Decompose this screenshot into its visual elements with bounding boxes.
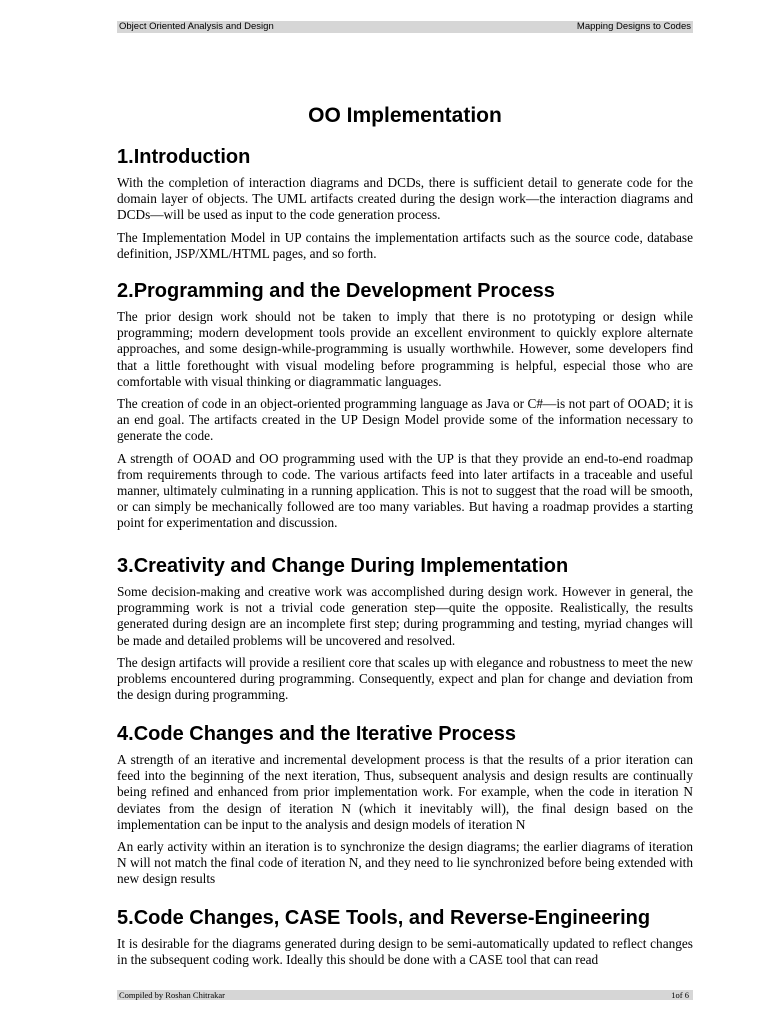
header-chapter-title: Mapping Designs to Codes [576, 21, 691, 32]
page-number: 1of 6 [671, 990, 689, 1000]
section-iterative-process [117, 721, 693, 894]
paragraph: Some decision-making and creative work was accomplished during design work. However in general, the programming work is not a trivial code generation step—quite the opposite. Realistically, the results generated during design are an incomplete first step; during programming and testing, myriad changes will be made and detailed problems will be uncovered and resolved. [117, 584, 693, 648]
page-title: OO Implementation [308, 104, 502, 127]
section-programming-process [117, 278, 693, 538]
paragraph: An early activity within an iteration is to synchronize the design diagrams; the earlier diagrams of iteration N will not match the final code of iteration N, and they need to lie synchronized before being extended with new design results [117, 839, 693, 887]
paragraph: With the completion of interaction diagrams and DCDs, there is sufficient detail to generate code for the domain layer of objects. The UML artifacts created during the design work—the interaction diagrams and DCDs—will be used as input to the code generation process. [117, 175, 693, 223]
running-header [117, 21, 693, 33]
section-heading [117, 553, 693, 579]
section-number: 1. [117, 146, 134, 168]
paragraph: The prior design work should not be taken to imply that there is no prototyping or design while programming; modern development tools provide an excellent environment to quickly explore alternate approaches, and some design-while-programming is usually worthwhile. However, some developers find that a little forethought with visual modeling before programming is helpful, especial those who are comfortable with visual thinking or diagrammatic languages. [117, 309, 693, 389]
section-number: 3. [117, 555, 134, 577]
paragraph: A strength of an iterative and incremental development process is that the results of a prior iteration can feed into the beginning of the next iteration, Thus, subsequent analysis and design results are continually being refined and enhanced from prior implementation work. For example, when the code in iteration N deviates from the design of iteration N (which it inevitably will), the final design based on the implementation can be input to the analysis and design models of iteration N [117, 752, 693, 832]
footer-author: Compiled by Roshan Chitrakar [119, 990, 226, 1000]
paragraph: The design artifacts will provide a resilient core that scales up with elegance and robustness to meet the new problems encountered during programming. Consequently, expect and plan for change and deviation from the design during programming. [117, 654, 694, 703]
section-case-tools [117, 905, 693, 974]
header-course-title: Object Oriented Analysis and Design [119, 21, 274, 32]
section-heading [117, 278, 693, 304]
paragraph: A strength of OOAD and OO programming used with the UP is that they provide an end-to-end roadmap from requirements through to code. The various artifacts feed into later artifacts in a traceable and useful manner, ultimately culminating in a running application. This is not to suggest that the road will be smooth, or can simply be mechanically followed are too many variables. But having a roadmap provides a starting point for experimentation and discussion. [117, 450, 693, 531]
section-introduction [117, 144, 693, 268]
section-number: 2. [117, 280, 134, 302]
paragraph: The creation of code in an object-oriented programming language as Java or C#—is not part of OOAD; it is an end goal. The artifacts created in the UP Design Model provide some of the information necessary to generate the code. [117, 396, 693, 444]
section-creativity-change [117, 553, 693, 709]
section-heading [117, 144, 693, 170]
paragraph: It is desirable for the diagrams generated during design to be semi-automatically updated to reflect changes in the subsequent coding work. Ideally this should be done with a CASE tool that can read [117, 936, 693, 968]
section-heading [117, 905, 693, 931]
section-heading-text: Code Changes, CASE Tools, and Reverse-Engineering [133, 907, 651, 929]
running-footer [117, 990, 693, 1000]
section-heading [117, 721, 693, 747]
paragraph: The Implementation Model in UP contains the implementation artifacts such as the source code, database definition, JSP/XML/HTML pages, and so forth. [117, 229, 693, 261]
section-heading-text: Introduction [133, 146, 251, 168]
section-heading-text: Code Changes and the Iterative Process [133, 723, 517, 745]
section-number: 4. [117, 723, 134, 745]
section-heading-text: Creativity and Change During Implementation [133, 555, 569, 577]
section-heading-text: Programming and the Development Process [133, 280, 555, 302]
section-number: 5. [117, 907, 134, 929]
